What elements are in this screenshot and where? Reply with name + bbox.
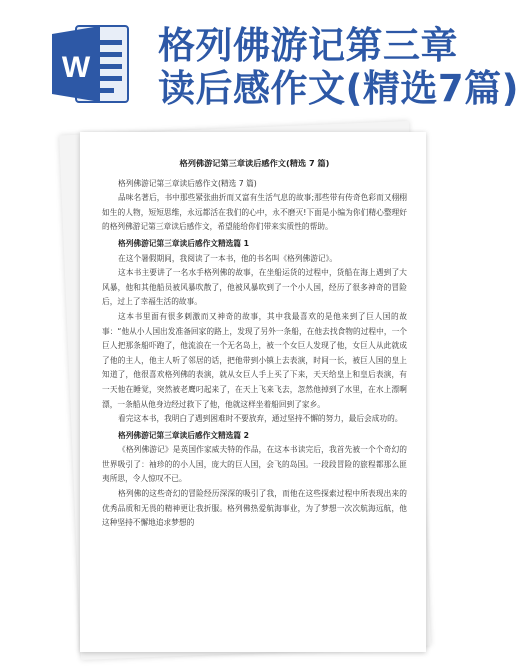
word-document-icon [50,22,132,106]
intro-paragraph: 品味名著后，书中那些紧张曲折而又富有生活气息的故事;那些带有传奇色彩而又栩栩如生的人物，短短思维，永远都活在我们的心中，永不磨灭!下面是小编为你们精心整理好的格列佛游记第三章读后感作文，希望能给你们带来实质性的帮助。 [102,193,407,232]
document-title: 格列佛游记第三章读后感作文(精选 7 篇) [179,158,330,168]
section-1-paragraph: 这本书主要讲了一名水手格列佛的故事，在坐船运货的过程中，货船在海上遇到了大风暴，他和其他船员被风暴吹散了，他被风暴吹到了一个小人国，经历了很多神奇的冒险后，过上了幸福生活的故事。 [102,268,407,307]
section-1-heading: 格列佛游记第三章读后感作文精选篇 1 [118,238,250,248]
section-2-heading: 格列佛游记第三章读后感作文精选篇 2 [118,430,250,440]
banner-title [158,24,519,110]
word-letter-w: W [61,51,91,84]
document-subtitle: 格列佛游记第三章读后感作文(精选 7 篇) [118,178,257,188]
document-body [102,156,407,531]
section-2-paragraph: 《格列佛游记》是英国作家威夫特的作品，在这本书读完后，我首先被一个个奇幻的世界吸引了：袖珍的的小人国，庞大的巨人国，会飞的岛国。一段段冒险的旅程都那么匪夷所思，令人惊叹不已。 [102,445,407,484]
banner-title-line-2: 读后感作文(精选7篇) [158,67,519,110]
section-1-paragraph: 在这个暑假期间，我阅读了一本书，他的书名叫《格列佛游记》。 [118,253,338,263]
page-fade-overlay [80,542,426,652]
banner-title-line-1: 格列佛游记第三章 [158,24,458,67]
section-2-paragraph: 格列佛的这些奇幻的冒险经历深深的吸引了我，而他在这些探索过程中所表现出来的优秀品质和无畏的精神更让我折服。格列佛热爱航海事业，为了梦想一次次航海远航，他这种坚持不懈地追求梦想的 [102,489,407,528]
section-1-paragraph: 这本书里面有很多刺激而又神奇的故事，其中我最喜欢的是他来到了巨人国的故事：“他从小人国出发准备回家的路上，发现了另外一条船，在他去找食物的过程中，一个巨人把那条船吓跑了，他流浪在一个无名岛上，被一个女巨人发现了他，女巨人从此就成了他的主人，他主人听了邻居的话，把他带到小镇上去表演，时间一长，被巨人国的皇上知道了，他很喜欢格列佛的表演，就从女巨人手上买了下来，天天给皇上和皇后表演，有一天他在睡觉，突然被老鹰叼起来了，在天上飞来飞去，忽然他掉到了水里，在水上漂啊漂，一条船从他身边经过救下了他，他就这样坐着船回到了家乡。 [102,311,407,409]
section-1-paragraph: 看完这本书，我明白了遇到困难时不要放弃，通过坚持不懈的努力，最后会成功的。 [118,414,403,424]
document-page [80,132,426,652]
